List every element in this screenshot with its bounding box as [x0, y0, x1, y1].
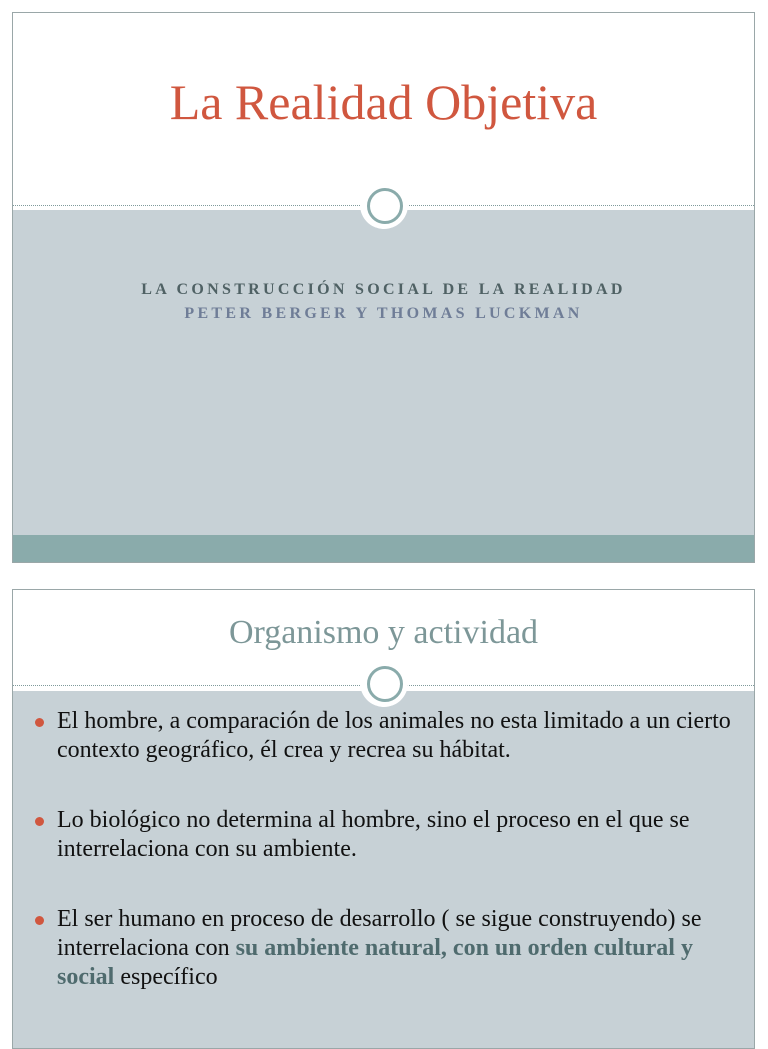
circle-ornament-icon: [360, 659, 408, 707]
bullet-text-after: específico: [114, 964, 218, 990]
circle-ornament-icon: [360, 181, 408, 229]
list-item: [35, 707, 734, 765]
slide-1-footer-band: [13, 535, 754, 562]
slide-1-body: [13, 210, 754, 537]
list-item: [35, 905, 734, 992]
bullet-dot-icon: [35, 718, 44, 727]
bullet-highlight: su ambiente natural, con un orden cultural y social: [57, 935, 693, 990]
bullet-list: [35, 707, 734, 1033]
bullet-dot-icon: [35, 817, 44, 826]
list-item: [35, 806, 734, 864]
slide-1-subtitle: LA CONSTRUCCIÓN SOCIAL DE LA REALIDAD: [141, 281, 626, 298]
bullet-text: Lo biológico no determina al hombre, sino el proceso en el que se interrelaciona con su ambiente.: [57, 807, 690, 862]
slide-1-title: La Realidad Objetiva: [169, 74, 598, 130]
slide-1-title-area: [13, 13, 754, 205]
slide-2: [12, 589, 755, 1049]
slide-1: [12, 12, 755, 563]
bullet-text: El hombre, a comparación de los animales no esta limitado a un cierto contexto geográfico, él crea y recrea su hábitat.: [57, 708, 731, 763]
bullet-text: El ser humano en proceso de desarrollo ( se sigue construyendo) se interrelaciona con: [57, 906, 702, 961]
bullet-dot-icon: [35, 916, 44, 925]
slide-1-authors: PETER BERGER Y THOMAS LUCKMAN: [184, 305, 583, 322]
slide-2-title: Organismo y actividad: [228, 614, 539, 651]
